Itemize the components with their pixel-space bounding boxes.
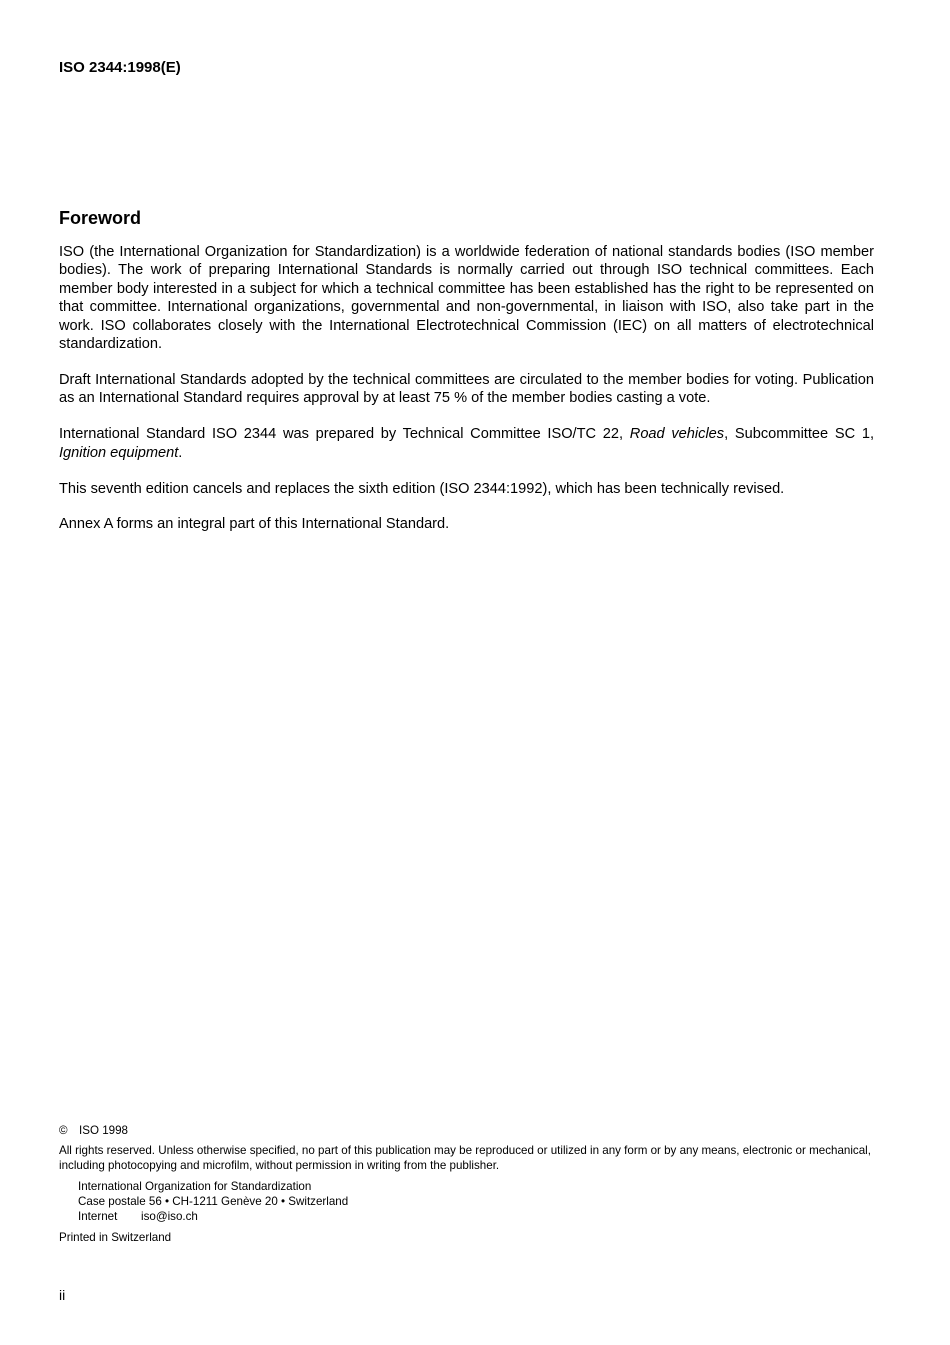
- paragraph-3-text-3: .: [178, 444, 183, 461]
- page-number: ii: [59, 1287, 66, 1303]
- ignition-equipment-italic: Ignition equipment: [59, 444, 179, 461]
- foreword-section: [59, 206, 874, 551]
- copyright-line: [59, 1123, 874, 1138]
- publisher-name: International Organization for Standardization: [78, 1180, 312, 1193]
- foreword-paragraph-1: ISO (the International Organization for Standardization) is a worldwide federation of national standards bodies (ISO member bodies). The work of preparing International Standards is normally carried out through ISO technical committees. Each member body interested in a subject for which a technical committee has been established has the right to be represented on that committee. International organizations, governmental and non-governmental, in liaison with ISO, also take part in the work. ISO collaborates closely with the International Electrotechnical Commission (IEC) on all matters of electrotechnical standardization.: [59, 244, 874, 353]
- printed-in: Printed in Switzerland: [59, 1231, 172, 1244]
- paragraph-3-text-1: International Standard ISO 2344 was prepared by Technical Committee ISO/TC 22,: [59, 426, 630, 443]
- copyright-notice: [59, 1123, 874, 1245]
- postal-address: Case postale 56 • CH-1211 Genève 20 • Switzerland: [78, 1195, 349, 1208]
- road-vehicles-italic: Road vehicles: [629, 426, 725, 443]
- copyright-icon: ©: [59, 1124, 68, 1137]
- internet-line: [78, 1209, 874, 1224]
- copyright-year: ISO 1998: [79, 1124, 128, 1137]
- foreword-heading: Foreword: [59, 208, 142, 228]
- document-id-header: ISO 2344:1998(E): [59, 59, 181, 76]
- foreword-paragraph-3: [59, 425, 874, 462]
- paragraph-3-text-2: , Subcommittee SC 1,: [724, 426, 875, 443]
- foreword-paragraph-2: Draft International Standards adopted by the technical committees are circulated to the member bodies for voting. Publication as an International Standard requires approval by at least 75 % of the member bodies casting a vote.: [59, 371, 874, 407]
- foreword-paragraph-4: This seventh edition cancels and replaces the sixth edition (ISO 2344:1992), which has been technically revised.: [59, 480, 785, 497]
- internet-label: Internet: [78, 1210, 118, 1223]
- publisher-address: [78, 1179, 874, 1224]
- rights-statement: All rights reserved. Unless otherwise specified, no part of this publication may be reproduced or utilized in any form or by any means, electronic or mechanical, including photocopying and microfilm, without permission in writing from the publisher.: [59, 1144, 871, 1172]
- contact-email: iso@iso.ch: [141, 1210, 198, 1223]
- foreword-paragraph-5: Annex A forms an integral part of this International Standard.: [59, 516, 450, 533]
